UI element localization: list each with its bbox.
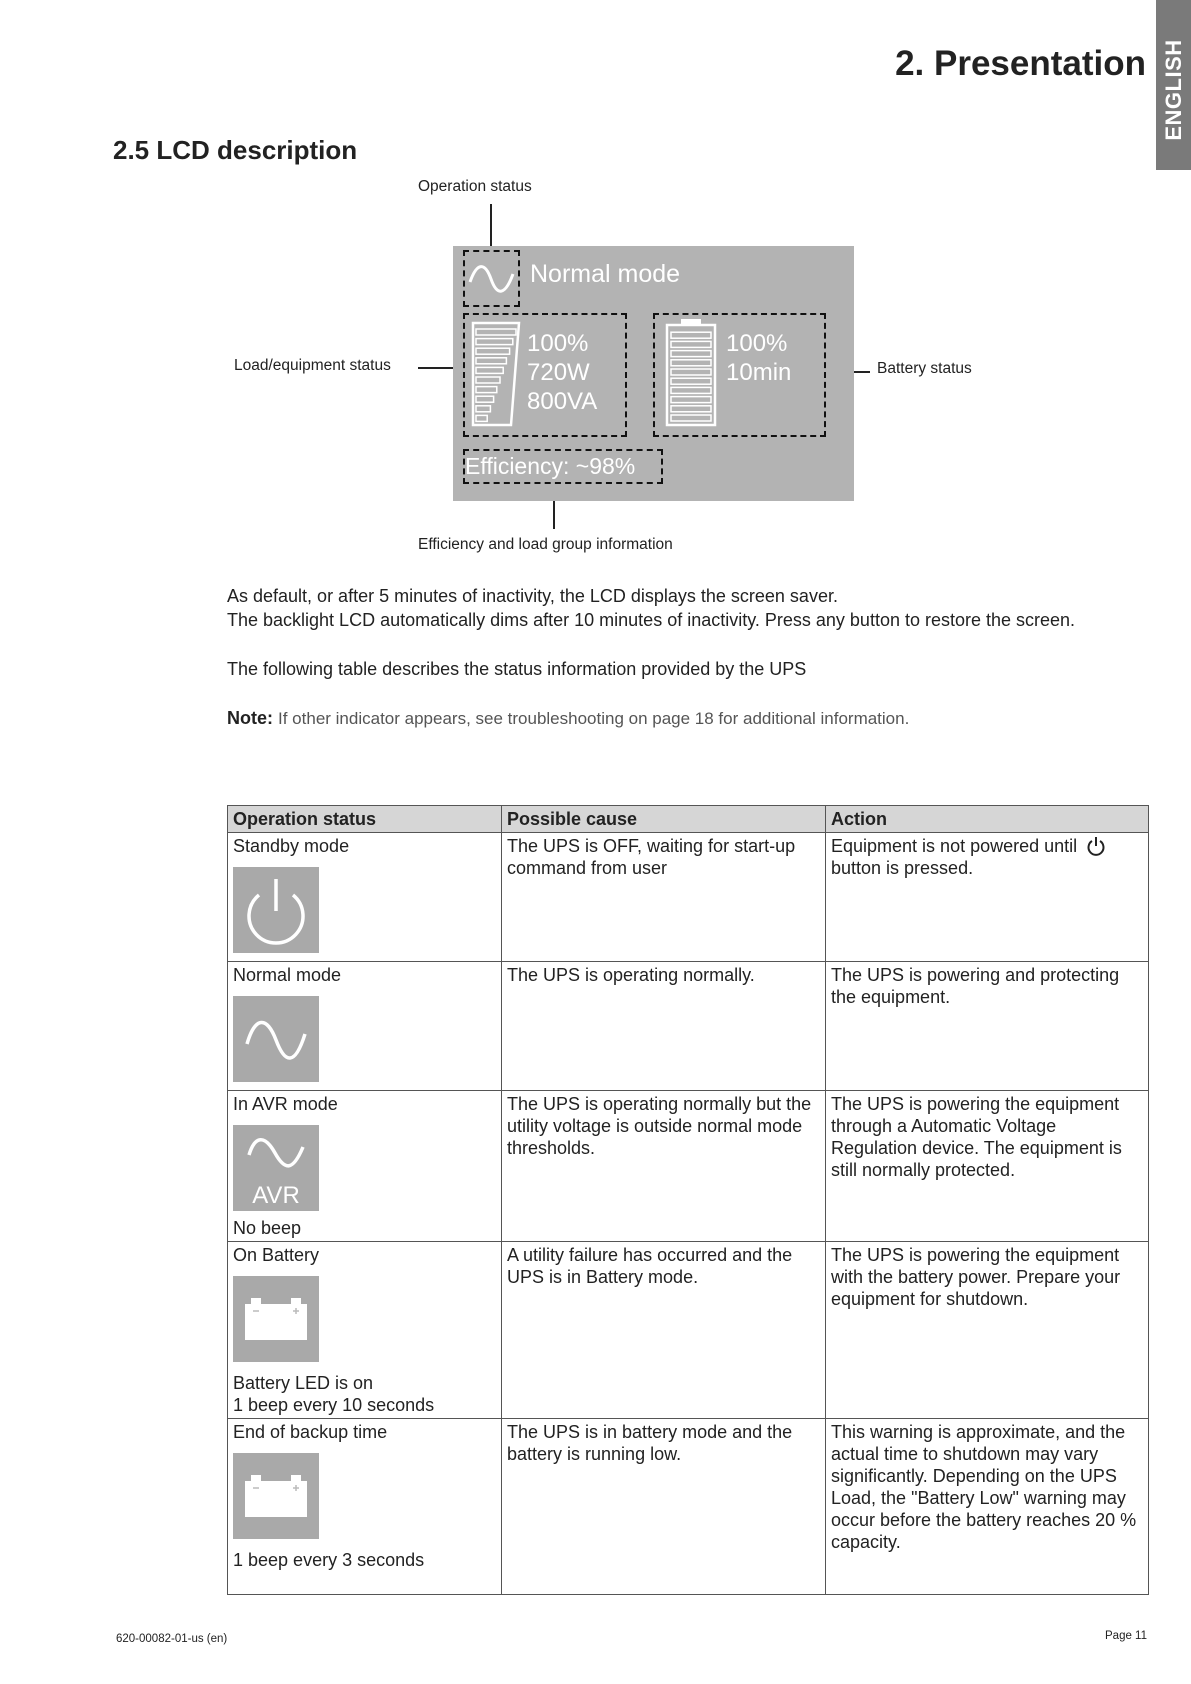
paragraph-table-intro: The following table describes the status information provided by the UPS — [227, 659, 807, 679]
lcd-screen — [453, 246, 854, 501]
status-note-2: 1 beep every 10 seconds — [233, 1395, 435, 1415]
battery-bar-segment — [671, 369, 711, 375]
footer-doc-id: 620-00082-01-us (en) — [116, 1633, 228, 1645]
table-row — [228, 1419, 1149, 1595]
status-cell — [228, 1242, 502, 1419]
header-possible-cause: Possible cause — [502, 806, 826, 833]
load-bar-segment — [476, 367, 503, 373]
action-cell — [826, 833, 1149, 962]
battery-bar-segment — [671, 341, 711, 347]
battery-bar-segment — [671, 406, 711, 412]
note-text: If other indicator appears, see troubleshooting on page 18 for additional information. — [278, 709, 910, 728]
lcd-battery-values — [726, 329, 791, 387]
cause-cell: A utility failure has occurred and the UPS is in Battery mode. — [502, 1242, 826, 1419]
load-bar-segment — [476, 358, 506, 364]
battery-bar-segment — [671, 351, 711, 357]
lcd-mode-text: Normal mode — [530, 260, 681, 288]
callout-battery-status: Battery status — [877, 360, 972, 377]
action-cell: The UPS is powering the equipment with the battery power. Prepare your equipment for shutdown. — [826, 1242, 1149, 1419]
callout-line-operation — [490, 204, 492, 248]
sine-wave-icon — [233, 996, 319, 1082]
battery-bar-segment — [671, 332, 711, 338]
header-operation-status: Operation status — [228, 806, 502, 833]
battery-bar-segment — [671, 397, 711, 403]
load-bar-icon — [467, 317, 527, 435]
status-note: No beep — [233, 1218, 302, 1238]
callout-load-status: Load/equipment status — [234, 357, 391, 374]
cause-cell: The UPS is OFF, waiting for start-up command from user — [502, 833, 826, 962]
load-bar-segment — [476, 415, 487, 421]
status-note: 1 beep every 3 seconds — [233, 1550, 425, 1570]
lcd-battery-percent: 100% — [726, 330, 788, 357]
power-button-icon — [1086, 836, 1106, 856]
load-bar-segment — [476, 348, 510, 354]
status-cell — [228, 1091, 502, 1242]
battery-bar-segment — [671, 360, 711, 366]
load-bar-segment — [476, 406, 490, 412]
avr-icon-label: AVR — [252, 1182, 300, 1209]
power-icon — [233, 867, 319, 953]
load-bar-segment — [476, 387, 497, 393]
load-bar-segment — [476, 339, 513, 345]
paragraph-screen-saver — [227, 584, 1075, 632]
standby-icon-box — [233, 867, 319, 953]
status-note: Battery LED is on — [233, 1373, 374, 1393]
load-bars — [476, 329, 516, 421]
note-label: Note: — [227, 708, 273, 728]
status-name: Standby mode — [233, 836, 350, 856]
operation-status-box — [463, 250, 520, 307]
footer-page-number: Page 11 — [1105, 1630, 1147, 1642]
status-name: Normal mode — [233, 965, 342, 985]
load-bar-segment — [476, 377, 500, 383]
callout-operation-status: Operation status — [418, 178, 532, 195]
action-text: Equipment is not powered until — [831, 836, 1078, 856]
table-row — [228, 962, 1149, 1091]
lcd-load-watts: 720W — [527, 359, 590, 386]
sine-wave-icon — [465, 252, 518, 305]
load-status-box — [463, 313, 627, 437]
lcd-load-percent: 100% — [527, 330, 589, 357]
action-cell: The UPS is powering and protecting the equipment. — [826, 962, 1149, 1091]
normal-icon-box — [233, 996, 319, 1082]
status-cell — [228, 833, 502, 962]
action-text-after-icon: button is pressed. — [831, 858, 974, 878]
battery-icon — [233, 1276, 319, 1362]
action-cell: This warning is approximate, and the actual time to shutdown may vary significantly. Depending on the UPS Load, the "Battery Low" warning may occur before the battery reaches 20 % capacity. — [826, 1419, 1149, 1595]
efficiency-box — [463, 449, 663, 484]
battery-level-icon — [657, 317, 727, 435]
status-name: In AVR mode — [233, 1094, 338, 1114]
section-title: 2.5 LCD description — [113, 135, 358, 165]
battery-bar-segment — [671, 378, 711, 384]
status-cell — [228, 1419, 502, 1595]
language-tab-label: ENGLISH — [1160, 39, 1186, 141]
cause-cell: The UPS is in battery mode and the battery is running low. — [502, 1419, 826, 1595]
paragraph-line-1: As default, or after 5 minutes of inactivity, the LCD displays the screen saver. — [227, 586, 838, 606]
end-of-backup-icon-box — [233, 1453, 319, 1539]
cause-cell: The UPS is operating normally but the utility voltage is outside normal mode thresholds. — [502, 1091, 826, 1242]
language-tab — [1156, 0, 1191, 170]
battery-bar-segment — [671, 387, 711, 393]
battery-status-box — [653, 313, 826, 437]
table-row — [228, 833, 1149, 962]
lcd-load-values — [527, 329, 597, 416]
battery-bar-segment — [671, 415, 711, 421]
lcd-battery-runtime: 10min — [726, 359, 792, 386]
note-paragraph — [227, 706, 909, 731]
cause-cell: The UPS is operating normally. — [502, 962, 826, 1091]
load-bar-segment — [476, 396, 494, 402]
status-cell — [228, 962, 502, 1091]
chapter-title: 2. Presentation — [895, 44, 1146, 83]
battery-bars — [671, 332, 711, 421]
status-table — [227, 805, 1149, 1595]
load-bar-segment — [476, 329, 516, 335]
action-cell: The UPS is powering the equipment through a Automatic Voltage Regulation device. The equipment is still normally protected. — [826, 1091, 1149, 1242]
lcd-load-va: 800VA — [527, 388, 598, 415]
battery-icon — [233, 1453, 319, 1539]
header-action: Action — [826, 806, 1149, 833]
table-header-row — [228, 806, 1149, 833]
status-name: On Battery — [233, 1245, 320, 1265]
avr-icon-box — [233, 1125, 319, 1211]
status-name: End of backup time — [233, 1422, 388, 1442]
table-row — [228, 1091, 1149, 1242]
lcd-efficiency-text: Efficiency: ~98% — [465, 453, 636, 479]
paragraph-line-2: The backlight LCD automatically dims after 10 minutes of inactivity. Press any button to restore the screen. — [227, 610, 1076, 630]
on-battery-icon-box — [233, 1276, 319, 1362]
callout-efficiency: Efficiency and load group information — [418, 536, 673, 553]
table-row — [228, 1242, 1149, 1419]
